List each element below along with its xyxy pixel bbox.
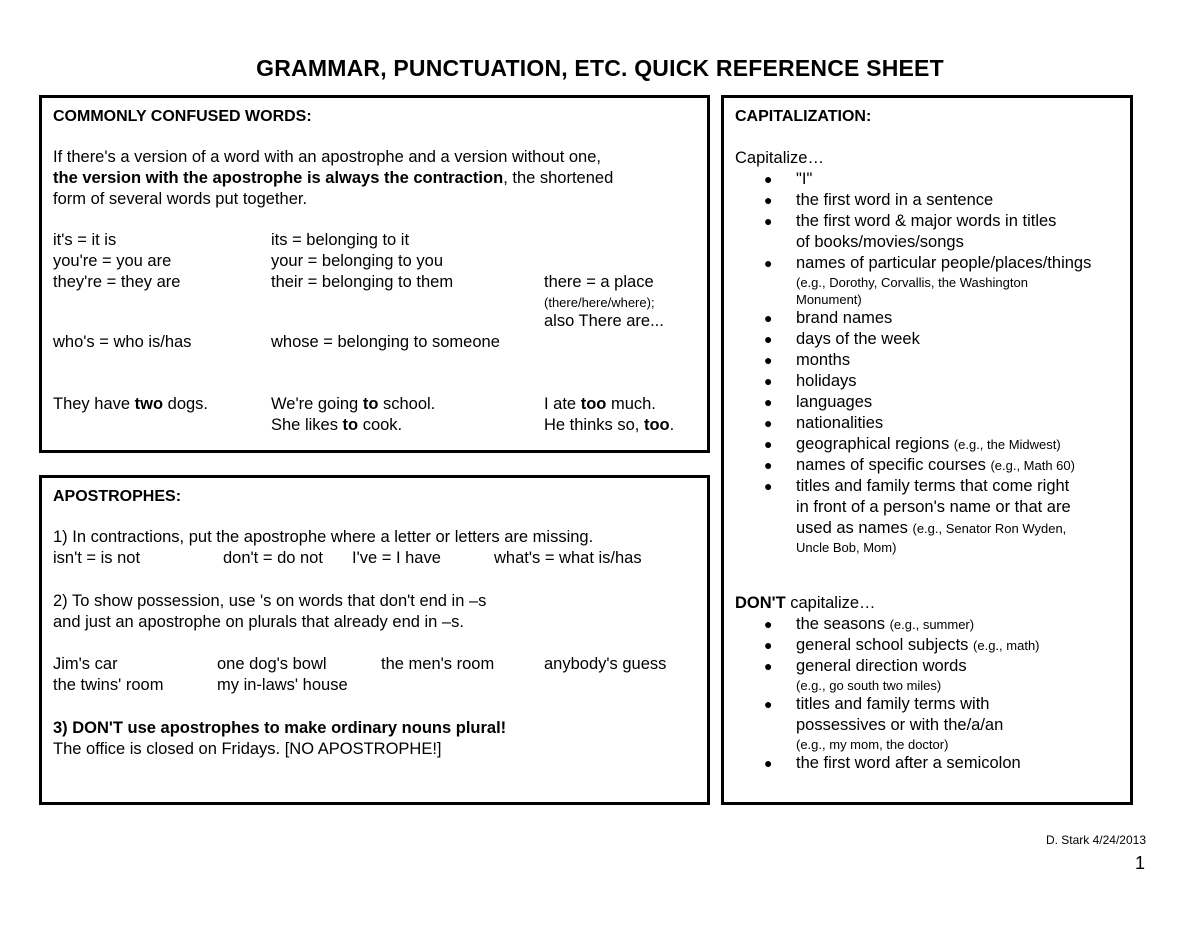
list-item xyxy=(760,371,1091,392)
contraction-example-1: isn't = is not xyxy=(53,549,141,567)
example-too-2-pre: He thinks so, xyxy=(544,416,644,434)
capitalize-list xyxy=(760,169,1091,556)
item-text-line2: of books/movies/songs xyxy=(796,233,964,251)
item-text: the first word & major words in titles xyxy=(796,212,1057,230)
contraction-example-3: I've = I have xyxy=(352,549,441,567)
contraction-example-2: don't = do not xyxy=(223,549,323,567)
list-item xyxy=(760,392,1091,413)
dont-label-rest: capitalize… xyxy=(785,594,876,612)
example-to-2-post: cook. xyxy=(358,416,403,434)
example-too-1-bold: too xyxy=(580,395,607,413)
possession-example-1: Jim's car xyxy=(53,655,118,673)
item-text-line2: in front of a person's name or that are xyxy=(796,498,1071,516)
item-text: the first word after a semicolon xyxy=(796,754,1021,772)
bullet-icon: ● xyxy=(764,658,773,674)
bullet-icon: ● xyxy=(764,310,773,326)
bullet-icon: ● xyxy=(764,255,773,271)
item-note: (e.g., go south two miles) xyxy=(796,678,942,693)
confused-words-heading: COMMONLY CONFUSED WORDS: xyxy=(53,108,312,125)
example-two-bold: two xyxy=(134,395,164,413)
pair-there-also: also There are... xyxy=(544,312,664,330)
item-note: (e.g., the Midwest) xyxy=(953,437,1061,452)
item-text: general direction words xyxy=(796,657,967,675)
pair-its-possessive: its = belonging to it xyxy=(271,231,410,249)
example-to-2 xyxy=(271,415,402,436)
confused-words-box xyxy=(39,95,710,453)
item-note-2: Monument) xyxy=(796,292,862,307)
example-too-2 xyxy=(544,415,674,436)
apostrophes-box xyxy=(39,475,710,805)
intro-rest: , the shortened xyxy=(503,169,614,187)
example-two xyxy=(53,394,208,415)
example-too-2-bold: too xyxy=(643,416,670,434)
apostrophe-rule-2b: and just an apostrophe on plurals that already end in –s. xyxy=(53,613,464,631)
dont-capitalize-label xyxy=(735,593,876,614)
example-to-1-pre: We're going xyxy=(271,395,363,413)
item-note: (e.g., Dorothy, Corvallis, the Washington xyxy=(796,275,1028,290)
example-too-1-pre: I ate xyxy=(544,395,581,413)
bullet-icon: ● xyxy=(764,755,773,771)
pair-their: their = belonging to them xyxy=(271,273,454,291)
item-text: the seasons xyxy=(796,615,885,633)
item-note: (e.g., Math 60) xyxy=(990,458,1075,473)
bullet-icon: ● xyxy=(764,331,773,347)
bullet-icon: ● xyxy=(764,696,773,712)
bullet-icon: ● xyxy=(764,394,773,410)
bullet-icon: ● xyxy=(764,373,773,389)
dont-capitalize-list xyxy=(760,614,1040,774)
item-text-line2: possessives or with the/a/an xyxy=(796,716,1004,734)
pair-its-contraction: it's = it is xyxy=(53,231,117,249)
intro-line-3: form of several words put together. xyxy=(53,190,308,208)
item-text: names of specific courses xyxy=(796,456,986,474)
capitalization-box xyxy=(721,95,1133,805)
list-item xyxy=(760,329,1091,350)
item-note: (e.g., summer) xyxy=(889,617,975,632)
possession-example-5: the twins' room xyxy=(53,676,164,694)
capitalize-label: Capitalize… xyxy=(735,149,824,167)
pair-youre: you're = you are xyxy=(53,252,172,270)
item-text: geographical regions xyxy=(796,435,950,453)
list-item xyxy=(760,413,1091,434)
item-text-line3: used as names xyxy=(796,519,908,537)
possession-example-6: my in-laws' house xyxy=(217,676,348,694)
example-to-1-post: school. xyxy=(378,395,436,413)
example-too-1-post: much. xyxy=(606,395,656,413)
apostrophe-rule-3-example: The office is closed on Fridays. [NO APOSTROPHE!] xyxy=(53,740,442,758)
item-text: brand names xyxy=(796,309,893,327)
example-to-1-bold: to xyxy=(362,395,379,413)
bullet-icon: ● xyxy=(764,171,773,187)
item-text: days of the week xyxy=(796,330,920,348)
possession-example-3: the men's room xyxy=(381,655,495,673)
list-item xyxy=(760,694,1040,753)
pair-there: there = a place xyxy=(544,273,654,291)
item-text: languages xyxy=(796,393,873,411)
example-two-pre: They have xyxy=(53,395,135,413)
item-text: the first word in a sentence xyxy=(796,191,994,209)
list-item xyxy=(760,476,1091,556)
possession-example-4: anybody's guess xyxy=(544,655,667,673)
bullet-icon: ● xyxy=(764,192,773,208)
author-date: D. Stark 4/24/2013 xyxy=(1045,833,1146,847)
intro-bold: the version with the apostrophe is always the contraction xyxy=(53,169,504,187)
bullet-icon: ● xyxy=(764,352,773,368)
list-item xyxy=(760,253,1091,308)
bullet-icon: ● xyxy=(764,637,773,653)
example-to-2-pre: She likes xyxy=(271,416,343,434)
dont-bold: DON'T xyxy=(735,594,786,612)
item-text: names of particular people/places/things xyxy=(796,254,1092,272)
item-text: titles and family terms with xyxy=(796,695,990,713)
page-title: GRAMMAR, PUNCTUATION, ETC. QUICK REFERENCE SHEET xyxy=(256,55,944,81)
list-item xyxy=(760,190,1091,211)
item-text: months xyxy=(796,351,851,369)
bullet-icon: ● xyxy=(764,457,773,473)
item-text: nationalities xyxy=(796,414,884,432)
example-to-1 xyxy=(271,394,435,415)
list-item xyxy=(760,455,1091,476)
apostrophes-heading: APOSTROPHES: xyxy=(53,488,182,505)
list-item xyxy=(760,211,1091,253)
example-two-post: dogs. xyxy=(163,395,209,413)
list-item xyxy=(760,350,1091,371)
pair-your: your = belonging to you xyxy=(271,252,444,270)
capitalization-heading: CAPITALIZATION: xyxy=(735,108,872,125)
apostrophe-rule-2a: 2) To show possession, use 's on words that don't end in –s xyxy=(53,592,487,610)
item-text: holidays xyxy=(796,372,857,390)
bullet-icon: ● xyxy=(764,436,773,452)
apostrophe-rule-1: 1) In contractions, put the apostrophe where a letter or letters are missing. xyxy=(53,528,594,546)
list-item xyxy=(760,308,1091,329)
item-note: (e.g., math) xyxy=(973,638,1040,653)
pair-theyre: they're = they are xyxy=(53,273,181,291)
bullet-icon: ● xyxy=(764,478,773,494)
list-item xyxy=(760,614,1040,635)
bullet-icon: ● xyxy=(764,616,773,632)
contraction-example-4: what's = what is/has xyxy=(494,549,642,567)
page-number: 1 xyxy=(1134,853,1145,873)
example-to-2-bold: to xyxy=(342,416,359,434)
example-too-2-post: . xyxy=(669,416,675,434)
pair-there-note: (there/here/where); xyxy=(544,295,655,310)
item-text: "I" xyxy=(796,170,813,188)
example-too-1 xyxy=(544,394,656,415)
possession-example-2: one dog's bowl xyxy=(217,655,327,673)
list-item xyxy=(760,434,1091,455)
list-item xyxy=(760,753,1040,774)
pair-whos: who's = who is/has xyxy=(53,333,192,351)
list-item xyxy=(760,169,1091,190)
apostrophe-rule-3: 3) DON'T use apostrophes to make ordinary nouns plural! xyxy=(53,719,507,737)
list-item xyxy=(760,656,1040,694)
item-note: Uncle Bob, Mom) xyxy=(796,540,897,555)
list-item xyxy=(760,635,1040,656)
pair-whose: whose = belonging to someone xyxy=(271,333,500,351)
bullet-icon: ● xyxy=(764,415,773,431)
intro-line-2 xyxy=(53,168,613,189)
item-text: titles and family terms that come right xyxy=(796,477,1070,495)
intro-line-1: If there's a version of a word with an apostrophe and a version without one, xyxy=(53,148,601,166)
bullet-icon: ● xyxy=(764,213,773,229)
item-note-inline: (e.g., Senator Ron Wyden, xyxy=(912,521,1067,536)
item-note: (e.g., my mom, the doctor) xyxy=(796,737,949,752)
item-text: general school subjects xyxy=(796,636,969,654)
